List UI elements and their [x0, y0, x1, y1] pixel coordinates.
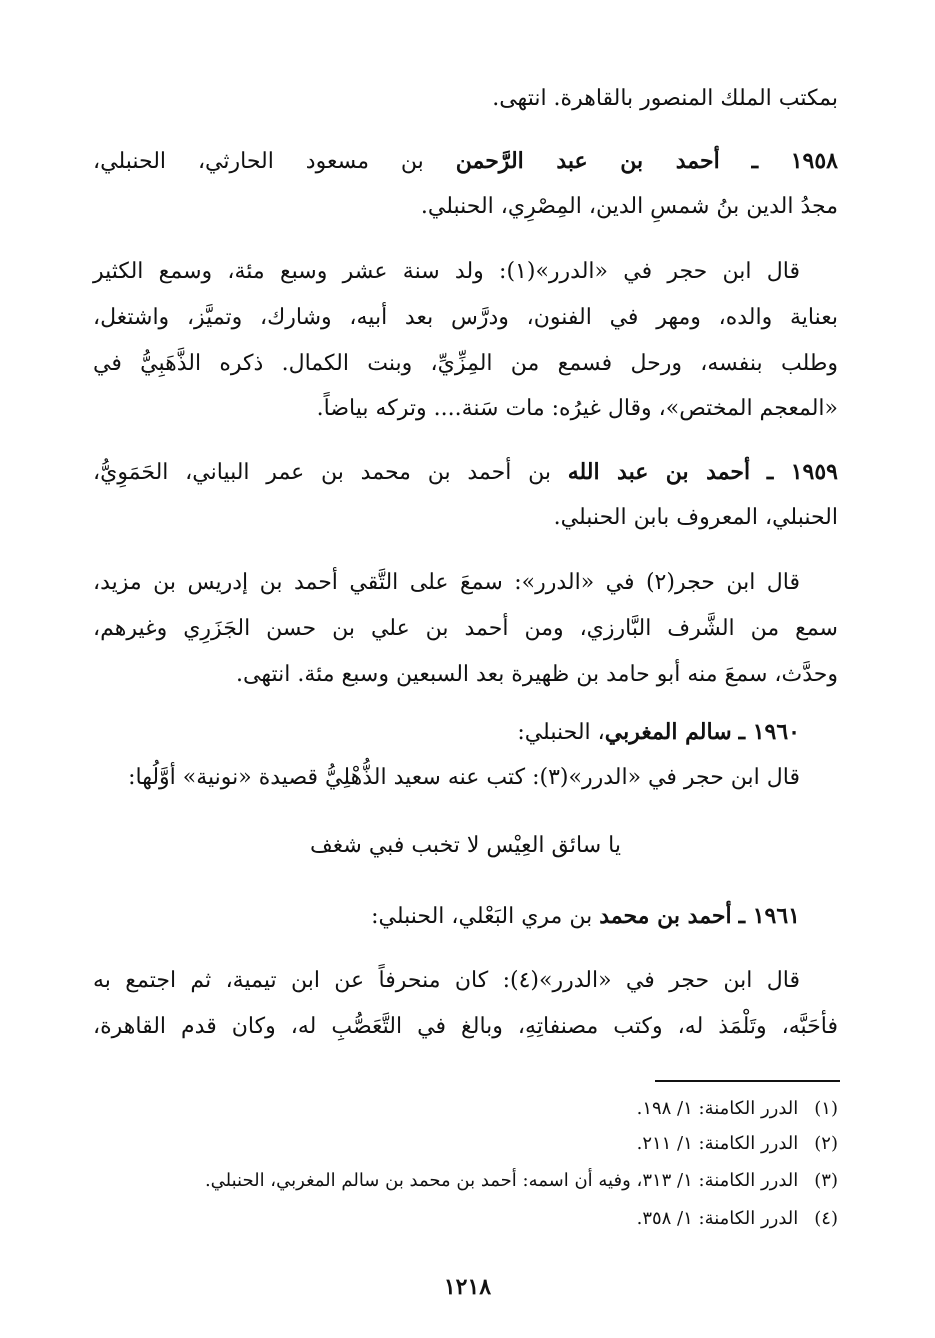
entry-1958-heading [93, 146, 838, 177]
entry-number: ١٩٥٩ ـ [766, 459, 838, 485]
entry-name: أحمد بن عبد الرَّحمن [455, 148, 720, 174]
text-line: بعناية والده، ومهر في الفنون، ودرَّس بعد أبيه، وشارك، وتميَّز، واشتغل، [93, 305, 838, 330]
footnote-divider [655, 1080, 840, 1082]
footnote-text: الدرر الكامنة: ١/ ١٩٨. [636, 1098, 799, 1119]
footnote-number: (٢) [814, 1133, 838, 1154]
text-line: قال ابن حجر في «الدرر»(٤): كان منحرفاً عن ابن تيمية، ثم اجتمع به [93, 968, 800, 993]
page-number: ١٢١٨ [443, 1274, 492, 1300]
entry-1961-heading [93, 901, 838, 932]
text-line: قال ابن حجر(٢) في «الدرر»: سمعَ على التَّقي أحمد بن إدريس بن مزيد، [93, 570, 800, 595]
footnote [93, 1096, 838, 1122]
text-line: وحدَّث، سمعَ منه أبو حامد بن ظهيرة بعد السبعين وسبع مئة. انتهى. [236, 662, 838, 687]
entry-1960-heading [93, 717, 838, 748]
footnote [93, 1206, 838, 1232]
footnote-number: (٣) [814, 1170, 838, 1191]
text-line: بمكتب الملك المنصور بالقاهرة. انتهى. [492, 86, 838, 111]
entry-1959-heading [93, 457, 838, 488]
entry-lineage: ، الحنبلي: [517, 720, 605, 745]
entry-lineage: بن أحمد بن محمد بن عمر البياني، الحَمَوِيُّ، [93, 460, 551, 485]
entry-lineage: بن مسعود الحارثي، الحنبلي، [93, 149, 424, 174]
poem-verse: يا سائق العِيْس لا تخبب فبي شغف [310, 833, 621, 858]
text-line: قال ابن حجر في «الدرر»(٣): كتب عنه سعيد الذُّهْلِيُّ قصيدة «نونية» أوَّلُها: [128, 765, 800, 790]
text-line: «المعجم المختص»، وقال غيرُه: مات سَنة.... وتركه بياضاً. [316, 396, 838, 421]
footnote [93, 1131, 838, 1157]
entry-name: أحمد بن محمد [599, 903, 732, 929]
text-line: وطلب بنفسه، ورحل فسمع من المِزِّيِّ، وبنت الكمال. ذكره الذَّهَبِيُّ في [93, 351, 838, 376]
text-line: فأحَبَّه، وتَلْمَذ له، وكتب مصنفاتِهِ، وبالغ في التَّعَصُّبِ له، وكان قدم القاهرة، [93, 1014, 838, 1039]
entry-name: سالم المغربي [604, 719, 732, 745]
footnote-text: الدرر الكامنة: ١/ ٢١١. [636, 1133, 799, 1154]
footnote [93, 1168, 838, 1194]
footnote-text: الدرر الكامنة: ١/ ٣٥٨. [636, 1208, 799, 1229]
entry-number: ١٩٦٠ ـ [738, 719, 800, 745]
entry-number: ١٩٥٨ ـ [751, 148, 838, 174]
footnote-text: الدرر الكامنة: ١/ ٣١٣، وفيه أن اسمه: أحمد بن محمد بن سالم المغربي، الحنبلي. [204, 1170, 799, 1191]
footnote-number: (٤) [814, 1208, 838, 1229]
text-line: الحنبلي، المعروف بابن الحنبلي. [553, 505, 838, 530]
text-line: مجدُ الدين بنُ شمسِ الدين، المِصْرِي، الحنبلي. [420, 194, 838, 219]
entry-lineage: بن مري البَعْلي، الحنبلي: [371, 904, 593, 929]
entry-number: ١٩٦١ ـ [738, 903, 800, 929]
entry-name: أحمد بن عبد الله [567, 459, 751, 485]
text-line: سمع من الشَّرف البَّارزي، ومن أحمد بن علي بن حسن الجَزَرِي وغيرهم، [93, 616, 838, 641]
footnote-number: (١) [814, 1098, 838, 1119]
text-line: قال ابن حجر في «الدرر»(١): ولد سنة عشر وسبع مئة، وسمع الكثير [93, 259, 800, 284]
